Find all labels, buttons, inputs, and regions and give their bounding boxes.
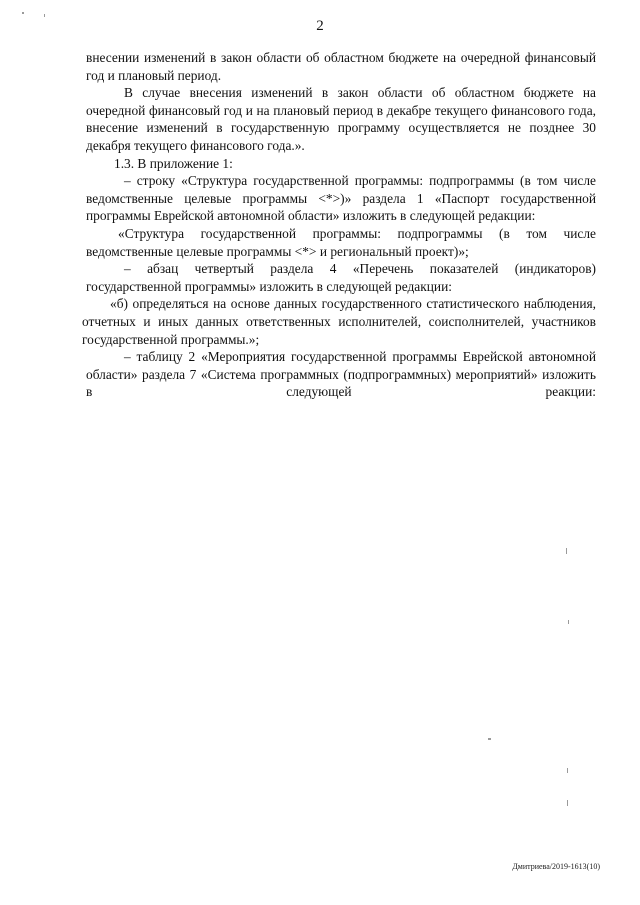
- page-number: 2: [316, 18, 324, 34]
- scan-speck: [567, 800, 568, 806]
- scan-speck: [566, 548, 567, 554]
- scan-speck: [44, 14, 45, 17]
- paragraph-budget-amendment: В случае внесения изменений в закон области об областном бюджете на очередной финансовый год и на плановый период в декабре текущего финансового года, внесение изменений в государственную программу осуществляется не позднее 30 декабря текущего финансового года.».: [86, 85, 596, 153]
- paragraph-continuation: внесении изменений в закон области об областном бюджете на очередной финансовый год и плановый период.: [86, 50, 596, 83]
- paragraph-table2: – таблицу 2 «Мероприятия государственной программы Еврейской автономной области» раздела 7 «Система программных (подпрограммных) мероприятий» изложить в следующей реакции:: [86, 349, 596, 400]
- document-body: [82, 49, 596, 401]
- paragraph-section4: – абзац четвертый раздела 4 «Перечень показателей (индикаторов) государственной программы» изложить в следующей редакции:: [86, 261, 596, 294]
- scan-speck: [568, 620, 569, 624]
- scan-speck: [567, 768, 568, 773]
- paragraph-structure-quote: «Структура государственной программы: подпрограммы (в том числе ведомственные целевые программы <*> и региональный проект)»;: [86, 225, 596, 259]
- document-footer-id: Дмитриева/2019-1613(10): [512, 862, 600, 871]
- scan-speck: [488, 738, 491, 740]
- paragraph-structure-line: – строку «Структура государственной программы: подпрограммы (в том числе ведомственные целевые программы <*>)» раздела 1 «Паспорт государственной программы Еврейской автономной области» изложить в следующей редакции:: [86, 173, 596, 224]
- scan-speck: [22, 12, 24, 14]
- paragraph-appendix-heading: 1.3. В приложение 1:: [114, 155, 233, 171]
- paragraph-section4-quote: «б) определяться на основе данных государственного статистического наблюдения, отчетных и иных данных ответственных исполнителей, соисполнителей, участников государственной программы.»;: [82, 296, 596, 347]
